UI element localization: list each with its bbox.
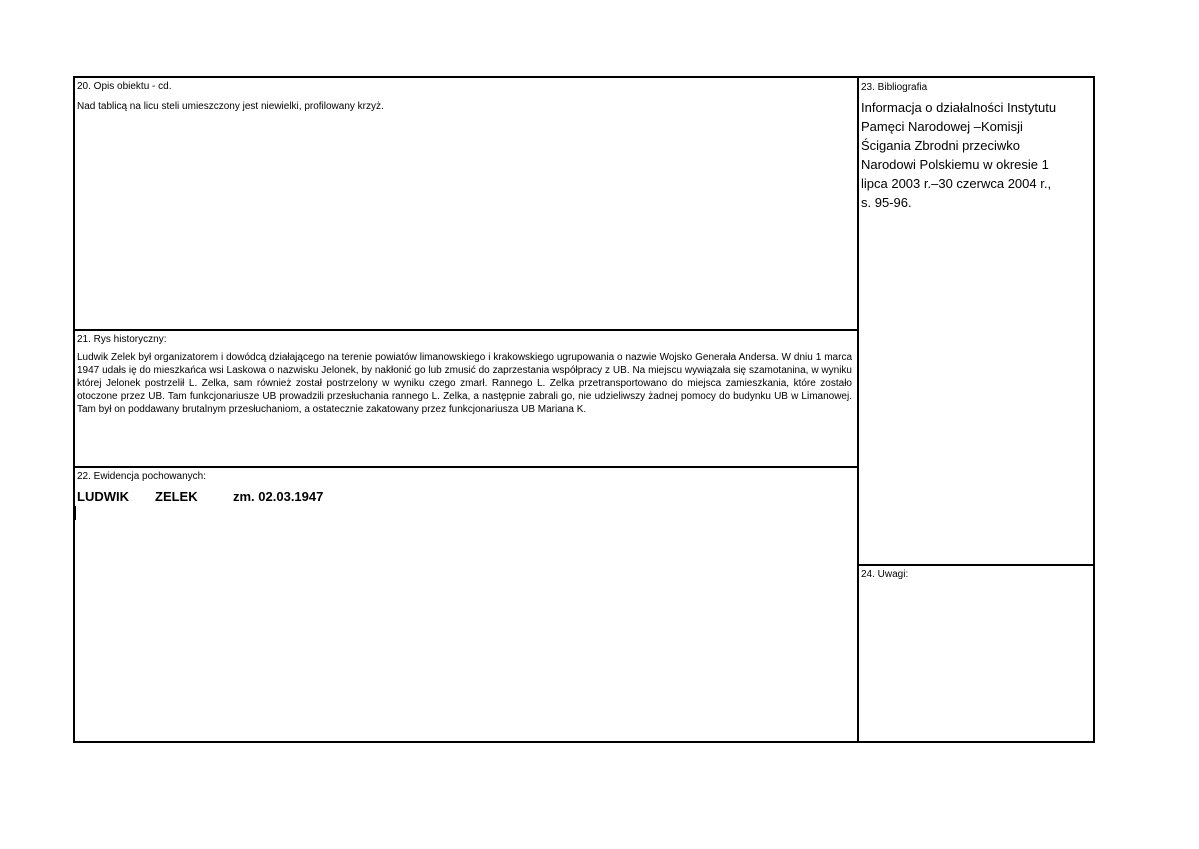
- section-22-label: 22. Ewidencja pochowanych:: [77, 471, 206, 482]
- section-24-label: 24. Uwagi:: [861, 569, 909, 580]
- burial-last-name: ZELEK: [155, 489, 198, 504]
- divider-23-24: [857, 564, 1095, 566]
- divider-20-21: [73, 329, 859, 331]
- section-21-label: 21. Rys historyczny:: [77, 334, 167, 345]
- divider-21-22: [73, 466, 859, 468]
- section-20-label: 20. Opis obiektu - cd.: [77, 81, 172, 92]
- section-23-text: Informacja o działalności Instytutu Pamęci Narodowej –Komisji Ścigania Zbrodni przeciwko Narodowi Polskiemu w okresie 1 lipca 2003 r.–30 czerwca 2004 r., s. 95-96.: [861, 100, 1057, 210]
- section-23-label: 23. Bibliografia: [861, 82, 928, 93]
- column-divider: [857, 76, 859, 743]
- section-21-text: Ludwik Zelek był organizatorem i dowódcą działającego na terenie powiatów limanowskiego i krakowskiego ugrupowania o nazwie Wojsko Generała Andersa. W dniu 1 marca 1947 udałs ię do mieszkańca wsi Laskowa o nazwisku Jelonek, by nakłonić go lub zmusić do zaprzestania współpracy z UB. Na miejscu wywiązała się szamotanina, w wyniku której Jelonek postrzelił L. Zelka, sam również został postrzelony w wyniku czego zmarł. Rannego L. Zelka przetransportowano do miejsca zamieszkania, które zostało otoczone przez UB. Tam funkcjonariusze UB prowadzili przesłuchania rannego L. Zelka, a następnie zabrali go, nie udzieliwszy żadnej pomocy do budynku UB w Limanowej. Tam był on poddawany brutalnym przesłuchaniom, a ostatecznie zakatowany przez funkcjonariusza UB Mariana K.: [77, 352, 852, 415]
- burial-first-name: LUDWIK: [77, 489, 129, 504]
- burial-entry: [77, 489, 323, 504]
- section-20-text: Nad tablicą na licu steli umieszczony jest niewielki, profilowany krzyż.: [77, 101, 384, 112]
- burial-death-date: zm. 02.03.1947: [233, 489, 324, 504]
- left-mark: [73, 506, 76, 520]
